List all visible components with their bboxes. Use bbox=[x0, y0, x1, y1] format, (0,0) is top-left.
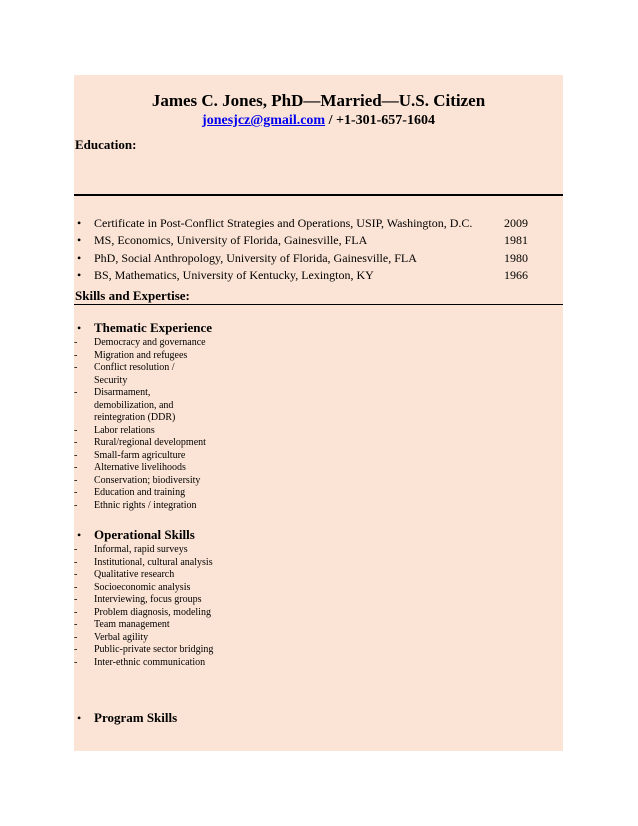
list-item bbox=[74, 544, 563, 557]
operational-skills-label: Operational Skills bbox=[94, 527, 195, 542]
list-item bbox=[74, 619, 563, 632]
list-item-text: Inter-ethnic communication bbox=[94, 656, 206, 668]
name-title: James C. Jones, PhD—Married—U.S. Citizen bbox=[151, 91, 486, 110]
list-item-text: Informal, rapid surveys bbox=[94, 544, 188, 555]
education-heading: Education: bbox=[75, 137, 137, 152]
list-item bbox=[74, 450, 563, 463]
dash-marker: - bbox=[74, 449, 78, 461]
list-item-text: Rural/regional development bbox=[94, 437, 206, 448]
list-item bbox=[74, 594, 563, 607]
phone-text: / +1-301-657-1604 bbox=[325, 113, 435, 128]
dash-marker: - bbox=[74, 462, 78, 473]
education-list bbox=[74, 215, 563, 284]
education-item bbox=[74, 250, 563, 267]
thematic-experience-section bbox=[74, 319, 563, 512]
list-item-text: Conflict resolution / Security bbox=[94, 362, 175, 386]
list-item-text: Institutional, cultural analysis bbox=[94, 556, 213, 568]
dash-marker: - bbox=[74, 362, 78, 373]
bullet-icon: • bbox=[77, 528, 82, 542]
dash-marker: - bbox=[74, 387, 78, 398]
thematic-experience-heading bbox=[74, 319, 563, 337]
list-item bbox=[74, 644, 563, 657]
education-year: 2009 bbox=[504, 216, 528, 230]
program-skills-section bbox=[74, 709, 563, 727]
list-item-text: Verbal agility bbox=[94, 631, 149, 643]
bullet-icon: • bbox=[77, 216, 82, 230]
list-item-text: Conservation; biodiversity bbox=[94, 474, 201, 486]
thematic-experience-label: Thematic Experience bbox=[94, 320, 213, 335]
education-item bbox=[74, 232, 563, 249]
list-item bbox=[74, 632, 563, 645]
list-item-text: Problem diagnosis, modeling bbox=[94, 606, 211, 618]
dash-marker: - bbox=[74, 606, 78, 618]
education-degree: Certificate in Post-Conflict Strategies and Operations, USIP, Washington, D.C. bbox=[94, 216, 473, 230]
education-year: 1966 bbox=[504, 267, 528, 282]
dash-marker: - bbox=[74, 631, 78, 643]
dash-marker: - bbox=[74, 474, 78, 486]
operational-skills-heading bbox=[74, 526, 563, 544]
list-item bbox=[74, 582, 563, 595]
dash-marker: - bbox=[74, 437, 78, 448]
program-skills-heading bbox=[74, 709, 563, 727]
dash-marker: - bbox=[74, 594, 78, 605]
list-item-text: Qualitative research bbox=[94, 569, 175, 580]
education-year: 1981 bbox=[504, 233, 528, 248]
skills-divider bbox=[74, 304, 563, 305]
contact-line bbox=[74, 112, 563, 130]
dash-marker: - bbox=[74, 424, 78, 436]
list-item bbox=[74, 437, 563, 450]
list-item-text: Ethnic rights / integration bbox=[94, 499, 197, 511]
list-item bbox=[74, 557, 563, 570]
bullet-icon: • bbox=[77, 321, 82, 335]
list-item bbox=[74, 607, 563, 620]
education-item bbox=[74, 215, 563, 232]
education-degree: PhD, Social Anthropology, University of Florida, Gainesville, FLA bbox=[94, 250, 417, 265]
dash-marker: - bbox=[74, 544, 78, 555]
dash-marker: - bbox=[74, 349, 78, 361]
list-item bbox=[74, 350, 563, 363]
education-degree: MS, Economics, University of Florida, Gainesville, FLA bbox=[94, 233, 368, 248]
list-item bbox=[74, 337, 563, 350]
list-item-text: Migration and refugees bbox=[94, 349, 188, 361]
dash-marker: - bbox=[74, 619, 78, 630]
dash-marker: - bbox=[74, 499, 78, 511]
bullet-icon: • bbox=[77, 250, 82, 265]
dash-marker: - bbox=[74, 569, 78, 580]
resume-header bbox=[74, 91, 563, 130]
list-item bbox=[74, 657, 563, 670]
list-item bbox=[74, 362, 563, 387]
list-item-text: Team management bbox=[94, 619, 170, 630]
resume-page bbox=[74, 75, 563, 751]
dash-marker: - bbox=[74, 656, 78, 668]
list-item-text: Alternative livelihoods bbox=[94, 462, 186, 473]
dash-marker: - bbox=[74, 337, 78, 348]
list-item-text: Small-farm agriculture bbox=[94, 449, 186, 461]
bullet-icon: • bbox=[77, 267, 82, 282]
education-year: 1980 bbox=[504, 250, 528, 265]
operational-list bbox=[74, 544, 563, 669]
bullet-icon: • bbox=[77, 711, 82, 725]
list-item-text: Democracy and governance bbox=[94, 337, 206, 348]
list-item bbox=[74, 475, 563, 488]
list-item bbox=[74, 500, 563, 513]
education-item bbox=[74, 267, 563, 284]
dash-marker: - bbox=[74, 644, 78, 655]
program-skills-label: Program Skills bbox=[94, 710, 178, 725]
list-item-text: Disarmament, demobilization, and reintegration (DDR) bbox=[94, 387, 176, 423]
dash-marker: - bbox=[74, 556, 78, 568]
list-item bbox=[74, 569, 563, 582]
skills-heading: Skills and Expertise: bbox=[75, 288, 190, 303]
list-item-text: Interviewing, focus groups bbox=[94, 594, 202, 605]
list-item bbox=[74, 462, 563, 475]
list-item bbox=[74, 387, 563, 425]
bullet-icon: • bbox=[77, 233, 82, 248]
list-item-text: Socioeconomic analysis bbox=[94, 581, 191, 593]
list-item bbox=[74, 487, 563, 500]
operational-skills-section bbox=[74, 526, 563, 669]
list-item-text: Public-private sector bridging bbox=[94, 644, 214, 655]
list-item bbox=[74, 425, 563, 438]
list-item-text: Labor relations bbox=[94, 424, 155, 436]
dash-marker: - bbox=[74, 487, 78, 498]
email-link[interactable]: jonesjcz@gmail.com bbox=[202, 113, 326, 128]
education-degree: BS, Mathematics, University of Kentucky, Lexington, KY bbox=[94, 267, 374, 282]
education-divider bbox=[74, 194, 563, 196]
dash-marker: - bbox=[74, 581, 78, 593]
list-item-text: Education and training bbox=[94, 487, 186, 498]
thematic-list bbox=[74, 337, 563, 512]
